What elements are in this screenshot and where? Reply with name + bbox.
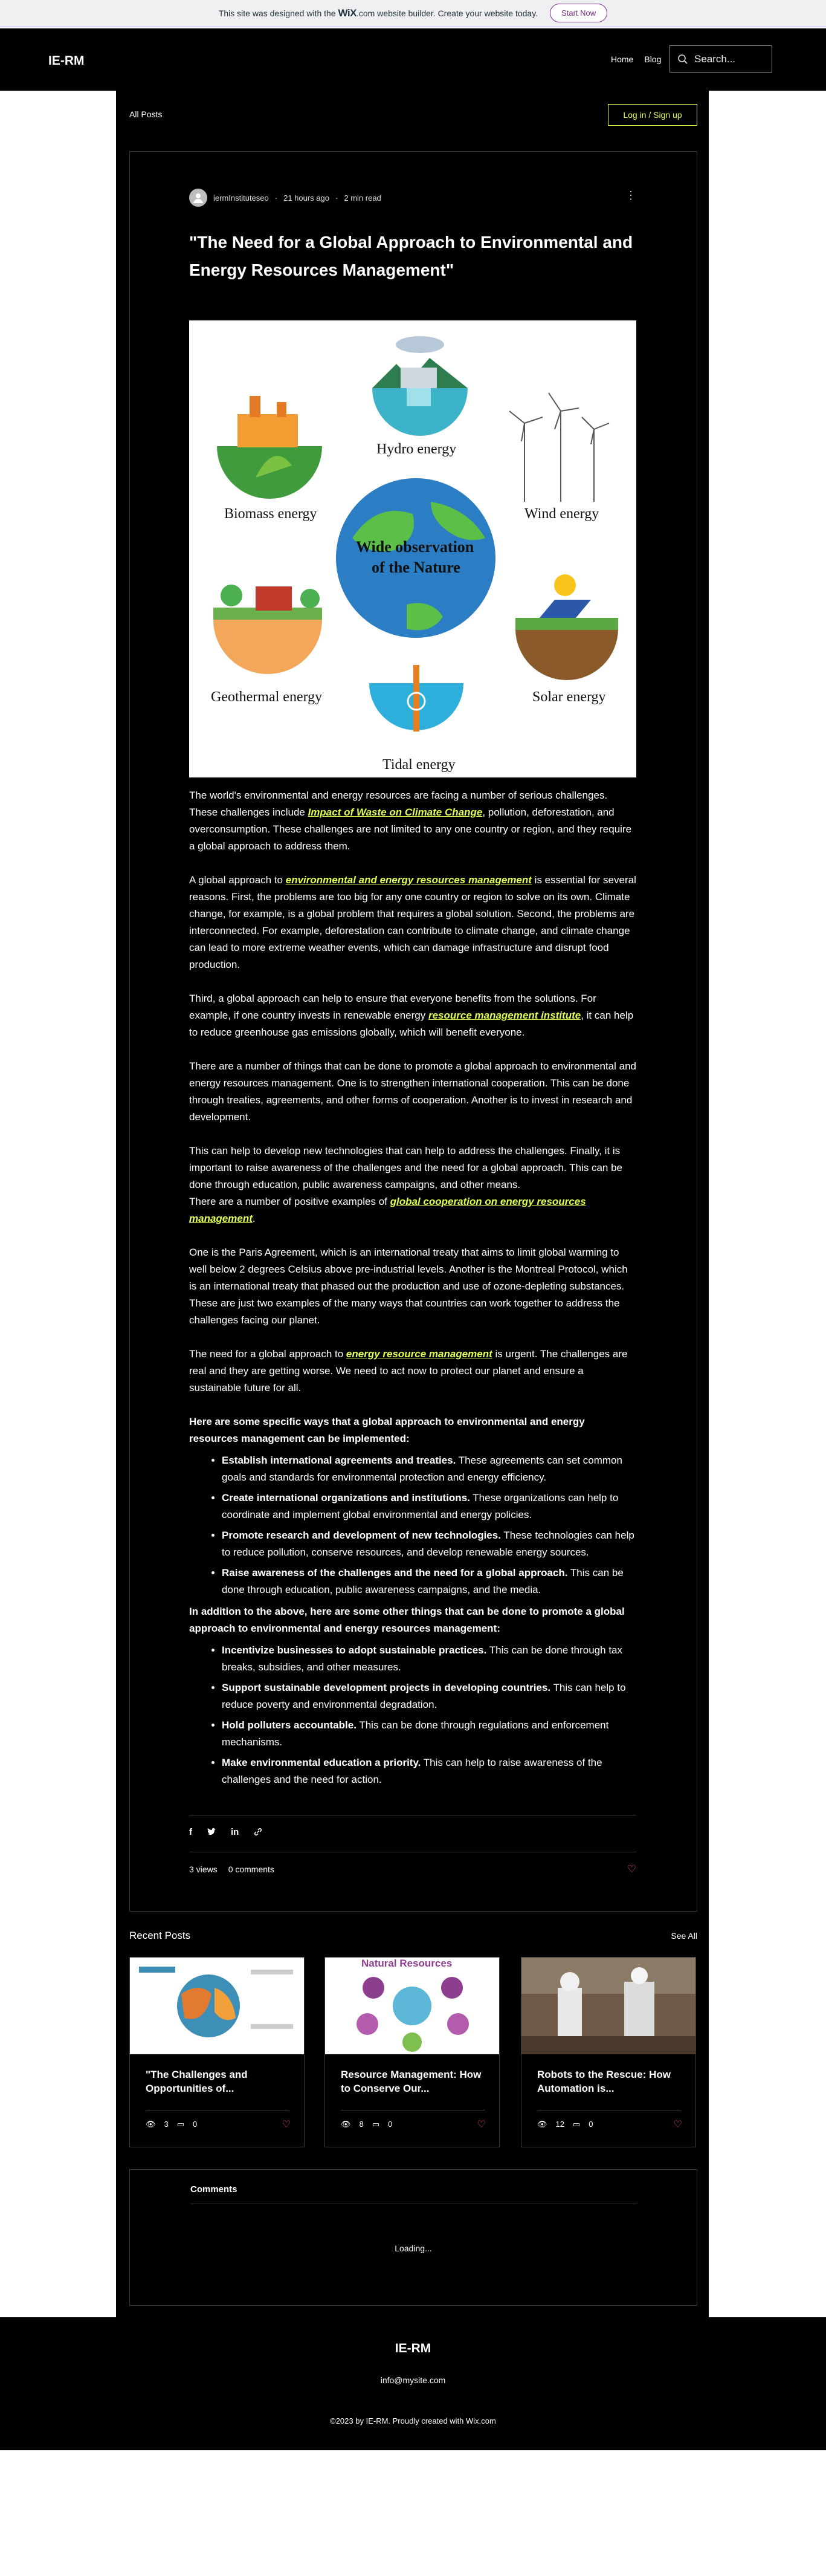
paragraph: There are a number of things that can be done to promote a global approach to environmental and energy resources management. One is to strengthen international cooperation. This can be done through treaties, agreements, and other forms of cooperation. Another is to invest in research and development. bbox=[189, 1060, 636, 1123]
paragraph: One is the Paris Agreement, which is an international treaty that aims to limit global warming to well below 2 degrees Celsius above pre-industrial levels. Another is the Montreal Protocol, which is an international treaty that phased out the production and use of ozone-depleting substances. These are just two examples of the many ways that countries can work together to address the challenges facing our planet. bbox=[189, 1247, 628, 1326]
center-label-1: Wide observation bbox=[356, 538, 474, 556]
footer-logo: IE-RM bbox=[395, 2341, 431, 2355]
paragraph: The need for a global approach to energy resource management is urgent. The challenges are real and they are getting worse. We need to act now to protect our planet and ensure a sustainable future for all. bbox=[189, 1348, 628, 1393]
comments-title: Comments bbox=[190, 2184, 237, 2195]
start-now-button[interactable]: Start Now bbox=[550, 4, 607, 22]
author-avatar[interactable] bbox=[189, 189, 207, 207]
like-heart-icon[interactable]: ♡ bbox=[282, 2120, 291, 2130]
views-count: 3 views bbox=[189, 1864, 218, 1874]
solar-energy-label: Solar energy bbox=[532, 689, 606, 705]
like-heart-icon[interactable]: ♡ bbox=[627, 1863, 637, 1875]
footer-copyright: ©2023 by IE-RM. Proudly created with Wix.com bbox=[330, 2416, 496, 2425]
comments-section bbox=[129, 2169, 697, 2306]
comment-icon: ▭ bbox=[372, 2120, 380, 2129]
wix-logo: WiX bbox=[338, 7, 357, 19]
post-time: 21 hours ago bbox=[283, 193, 330, 203]
biomass-energy-illustration bbox=[217, 396, 322, 499]
post-thumbnail[interactable] bbox=[325, 1958, 499, 2054]
nav-home[interactable]: Home bbox=[611, 54, 634, 64]
recent-post-card[interactable] bbox=[129, 1957, 305, 2147]
post-meta: iermInstituteseo · 21 hours ago · 2 min read ⋮ bbox=[189, 189, 636, 207]
wind-energy-illustration bbox=[509, 393, 609, 502]
blog-toolbar bbox=[129, 104, 697, 128]
footer-email[interactable]: info@mysite.com bbox=[380, 2375, 446, 2385]
wix-promo-banner bbox=[0, 0, 826, 27]
list-item: • Support sustainable development projects in developing countries. This can help to reduce poverty and environmental degradation. bbox=[222, 1679, 636, 1713]
link-global-cooperation[interactable]: global cooperation on energy resources management bbox=[189, 1196, 586, 1224]
list-item: • Establish international agreements and treaties. These agreements can set common goals and standards for environmental protection and energy efficiency. bbox=[222, 1452, 636, 1486]
recent-post-stats: 👁 3 ▭ 0 bbox=[146, 2120, 198, 2129]
hydro-energy-illustration bbox=[372, 336, 468, 436]
paragraph: This can help to develop new technologies that can help to address the challenges. Finally, it is important to raise awareness of the challenges and the need for a global approach. This can be done through education, public awareness campaigns, and other means. bbox=[189, 1145, 622, 1190]
paragraph: The world's environmental and energy resources are facing a number of serious challenges. These challenges include Impact of Waste on Climate Change, pollution, deforestation, and overconsumption. These challenges are not limited to any one country or region, and they require a global approach to address them. bbox=[189, 790, 632, 852]
list-item: • Hold polluters accountable. This can be done through regulations and enforcement mechanisms. bbox=[222, 1717, 636, 1751]
more-options-icon[interactable]: ⋮ bbox=[625, 189, 636, 201]
geothermal-energy-illustration bbox=[213, 585, 322, 674]
tidal-energy-illustration bbox=[369, 665, 463, 732]
center-label-2: of the Nature bbox=[372, 559, 460, 576]
recent-post-title[interactable]: Robots to the Rescue: How Automation is... bbox=[537, 2069, 671, 2094]
like-heart-icon[interactable]: ♡ bbox=[673, 2120, 682, 2130]
eye-icon: 👁 bbox=[537, 2120, 547, 2129]
list-item: • Make environmental education a priority. This can help to raise awareness of the challenges and the need for action. bbox=[222, 1754, 636, 1788]
list-heading: In addition to the above, here are some other things that can be done to promote a global approach to environmental and energy resources management: bbox=[189, 1606, 625, 1634]
recent-post-card[interactable] bbox=[521, 1957, 696, 2147]
list-item: • Raise awareness of the challenges and the need for a global approach. This can be done through education, public awareness campaigns, and the media. bbox=[222, 1565, 636, 1598]
recent-post-stats: 👁 8 ▭ 0 bbox=[341, 2120, 393, 2129]
site-header bbox=[0, 28, 826, 91]
linkedin-icon[interactable]: in bbox=[231, 1827, 239, 1837]
site-footer bbox=[0, 2317, 826, 2450]
link-energy-resource-management[interactable]: energy resource management bbox=[346, 1348, 492, 1360]
additional-actions-list bbox=[222, 1642, 636, 1788]
post-stats bbox=[189, 1864, 274, 1874]
search-icon bbox=[677, 54, 688, 65]
recent-post-title[interactable]: "The Challenges and Opportunities of... bbox=[146, 2069, 248, 2094]
list-heading: Here are some specific ways that a global approach to environmental and energy resources management can be implemented: bbox=[189, 1416, 585, 1444]
recent-posts-title: Recent Posts bbox=[129, 1930, 191, 1941]
hydro-energy-label: Hydro energy bbox=[376, 441, 457, 457]
eye-icon: 👁 bbox=[146, 2120, 156, 2129]
post-title: "The Need for a Global Approach to Environmental and Energy Resources Management" bbox=[189, 233, 633, 279]
list-item: • Promote research and development of new technologies. These technologies can help to reduce pollution, conserve resources, and develop renewable energy sources. bbox=[222, 1527, 636, 1561]
tidal-energy-label: Tidal energy bbox=[382, 757, 456, 773]
banner-text: This site was designed with the WiX.com website builder. Create your website today. bbox=[218, 7, 538, 19]
recent-post-title[interactable]: Resource Management: How to Conserve Our... bbox=[341, 2069, 482, 2094]
site-logo[interactable]: IE-RM bbox=[48, 54, 85, 68]
link-env-energy-management[interactable]: environmental and energy resources management bbox=[285, 874, 532, 886]
author-name[interactable]: iermInstituteseo bbox=[213, 193, 269, 203]
share-bar bbox=[189, 1827, 263, 1837]
list-item: • Incentivize businesses to adopt sustainable practices. This can be done through tax breaks, subsidies, and other measures. bbox=[222, 1642, 636, 1676]
search-box[interactable] bbox=[670, 45, 772, 73]
nav-blog[interactable]: Blog bbox=[644, 54, 662, 64]
paragraph: A global approach to environmental and energy resources management is essential for several reasons. First, the problems are too big for any one country or region to solve on its own. Climate change, for example, is a global problem that requires a global solution. Second, the problems are interconnected. For example, deforestation can contribute to climate change, and climate change can lead to more extreme weather events, which can damage infrastructure and disrupt food production. bbox=[189, 874, 636, 970]
like-heart-icon[interactable]: ♡ bbox=[477, 2120, 486, 2130]
comments-loading: Loading... bbox=[395, 2243, 432, 2253]
comment-icon: ▭ bbox=[176, 2120, 185, 2129]
biomass-energy-label: Biomass energy bbox=[224, 506, 317, 522]
post-thumbnail[interactable] bbox=[130, 1958, 304, 2054]
user-icon bbox=[192, 192, 204, 204]
link-waste-climate[interactable]: Impact of Waste on Climate Change bbox=[308, 806, 483, 818]
article-body bbox=[189, 787, 636, 1793]
comment-icon: ▭ bbox=[572, 2120, 581, 2129]
comments-count[interactable]: 0 comments bbox=[228, 1864, 274, 1874]
solar-energy-illustration bbox=[515, 574, 618, 680]
link-icon[interactable] bbox=[253, 1827, 263, 1837]
read-time: 2 min read bbox=[344, 193, 381, 203]
all-posts-link[interactable]: All Posts bbox=[129, 109, 163, 119]
geothermal-energy-label: Geothermal energy bbox=[211, 689, 323, 705]
login-signup-button[interactable]: Log in / Sign up bbox=[608, 104, 697, 126]
list-item: • Create international organizations and institutions. These organizations can help to coordinate and implement global environmental and energy policies. bbox=[222, 1490, 636, 1523]
thumb-heading: Natural Resources bbox=[361, 1958, 453, 1969]
hero-image-energy-sources bbox=[189, 320, 636, 777]
post-thumbnail[interactable] bbox=[521, 1958, 695, 2054]
link-resource-management-institute[interactable]: resource management institute bbox=[428, 1010, 581, 1021]
implementation-list bbox=[222, 1452, 636, 1598]
eye-icon: 👁 bbox=[341, 2120, 351, 2129]
paragraph: There are a number of positive examples of global cooperation on energy resources management. bbox=[189, 1196, 586, 1224]
main-nav bbox=[611, 54, 661, 64]
twitter-icon[interactable] bbox=[207, 1827, 216, 1837]
wind-energy-label: Wind energy bbox=[524, 506, 599, 522]
facebook-icon[interactable]: f bbox=[189, 1827, 192, 1837]
see-all-link[interactable]: See All bbox=[671, 1931, 697, 1941]
recent-post-card[interactable] bbox=[324, 1957, 500, 2147]
globe-illustration bbox=[336, 478, 495, 638]
paragraph: Third, a global approach can help to ensure that everyone benefits from the solutions. For example, if one country invests in renewable energy resource management institute, it can help to reduce greenhouse gas emissions globally, which will benefit everyone. bbox=[189, 993, 634, 1038]
recent-post-stats: 👁 12 ▭ 0 bbox=[537, 2120, 593, 2129]
search-input[interactable]: Search... bbox=[694, 53, 736, 65]
